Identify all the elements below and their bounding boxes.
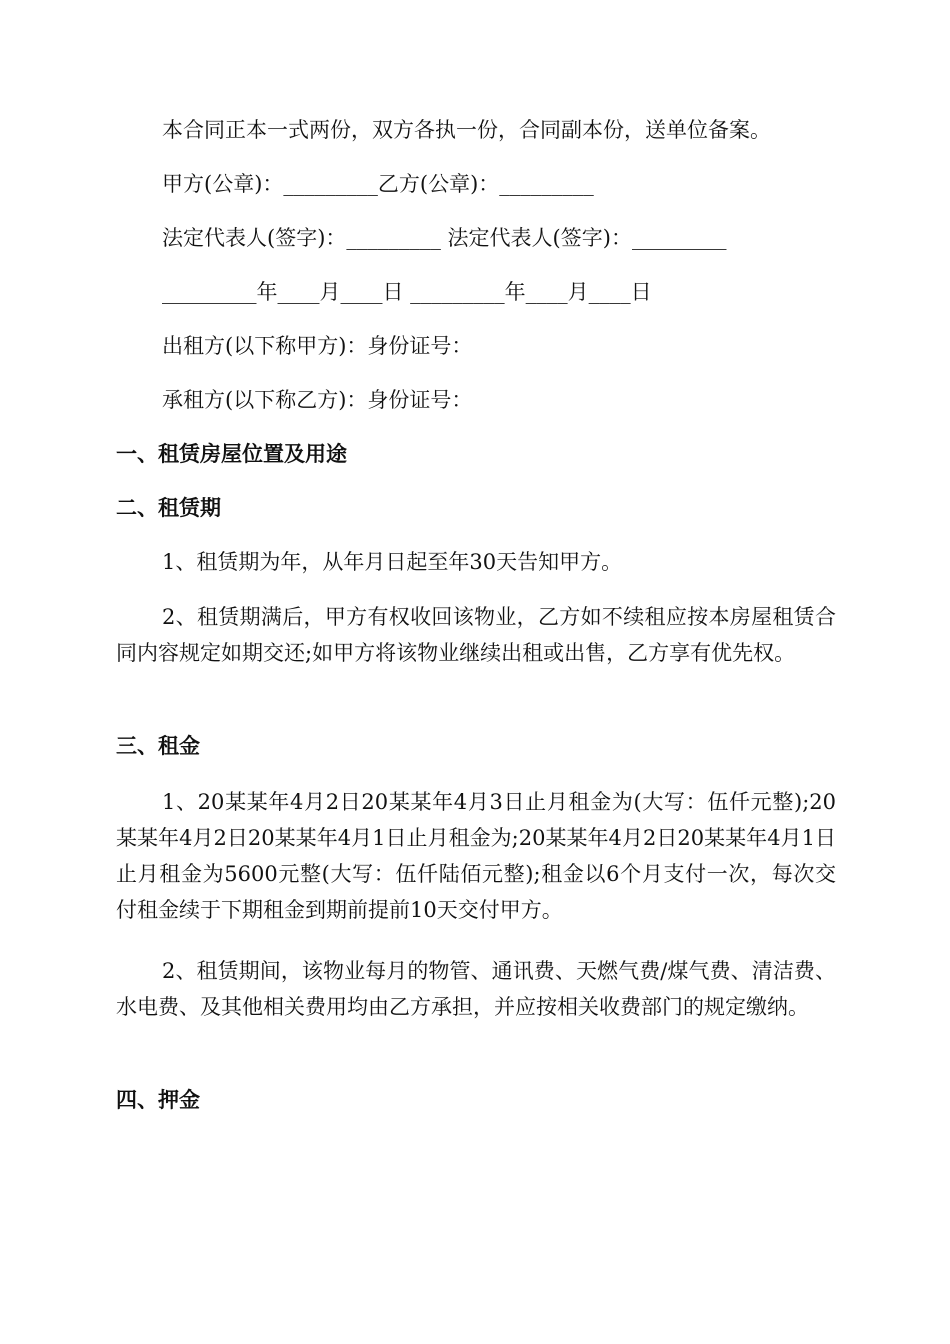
date-line: _________年____月____日 _________年____月____日: [162, 280, 652, 304]
lease-term-clause-2: 2、租赁期满后，甲方有权收回该物业，乙方如不续租应按本房屋租赁合同内容规定如期交还;如甲方将该物业继续出租或出售，乙方享有优先权。: [116, 605, 836, 665]
copies-clause: 本合同正本一式两份，双方各执一份，合同副本份，送单位备案。: [162, 118, 771, 142]
lessor-line: 出租方(以下称甲方)：身份证号：: [162, 334, 473, 358]
rent-clause-1: 1、20某某年4月2日20某某年4月3日止月租金为(大写：伍仟元整);20某某年4月2日20某某年4月1日止月租金为;20某某年4月2日20某某年4月1日止月租金为5600元整(大写：伍仟陆佰元整);租金以6个月支付一次，每次交付租金续于下期租金到期前提前10天交付甲方。: [116, 790, 836, 922]
section-heading-location: 一、租赁房屋位置及用途: [116, 442, 347, 466]
lessee-line: 承租方(以下称乙方)：身份证号：: [162, 388, 473, 412]
representative-signature-line: 法定代表人(签字)：_________ 法定代表人(签字)：_________: [162, 226, 727, 250]
section-heading-lease-term: 二、租赁期: [116, 496, 221, 520]
section-heading-rent: 三、租金: [116, 734, 200, 758]
seal-line: 甲方(公章)：_________乙方(公章)：_________: [162, 172, 594, 196]
lease-term-clause-1: 1、租赁期为年，从年月日起至年30天告知甲方。: [162, 550, 623, 574]
section-heading-deposit: 四、押金: [116, 1088, 200, 1112]
rent-clause-2: 2、租赁期间，该物业每月的物管、通讯费、天燃气费/煤气费、清洁费、水电费、及其他相关费用均由乙方承担，并应按相关收费部门的规定缴纳。: [116, 959, 836, 1019]
